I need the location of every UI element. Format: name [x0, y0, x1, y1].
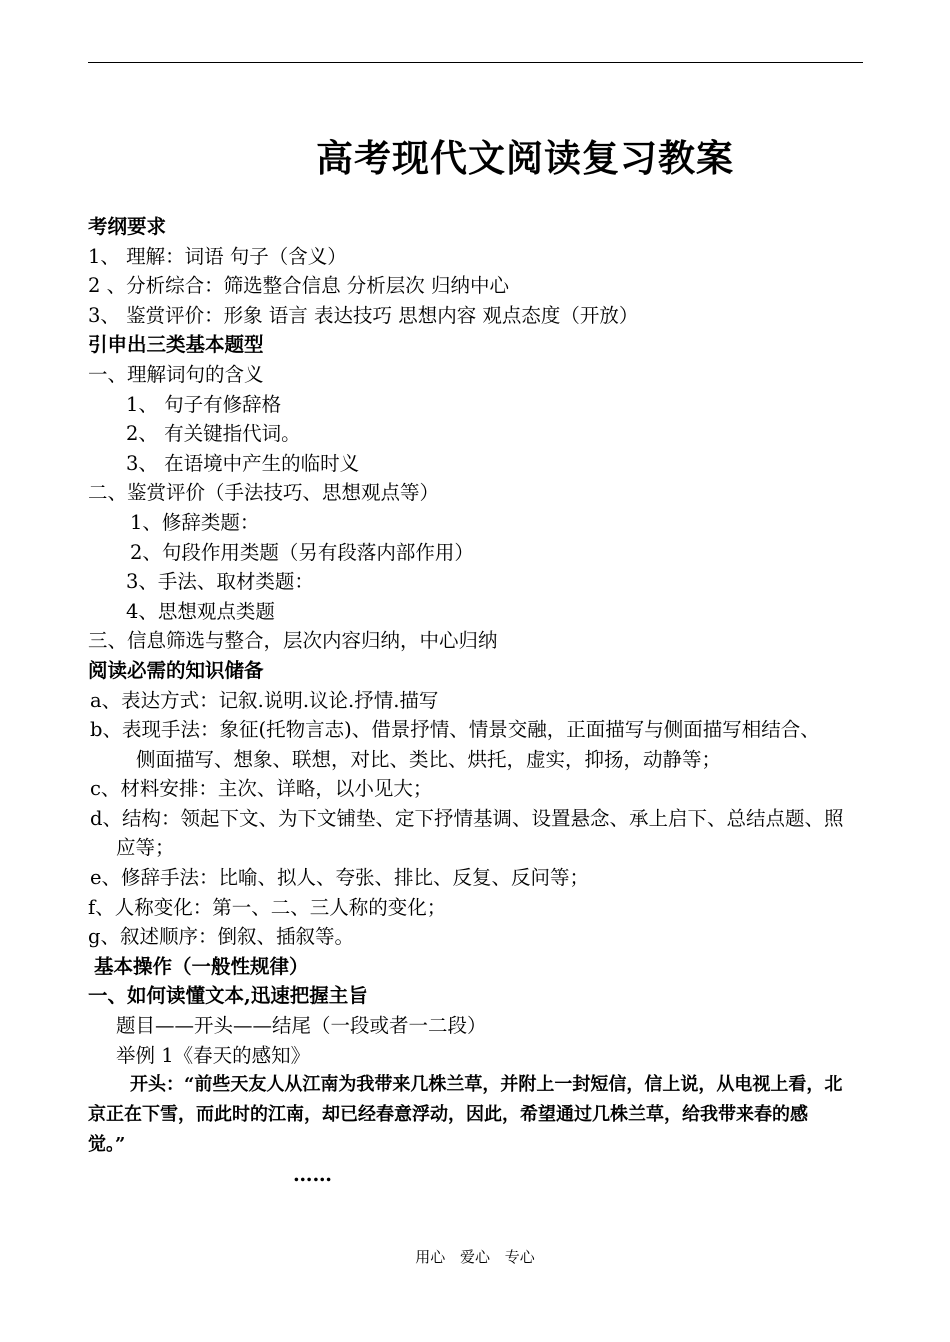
- list-item: 3、手法、取材类题：: [126, 570, 314, 594]
- group-heading: 三、信息筛选与整合，层次内容归纳，中心归纳: [88, 629, 498, 653]
- list-item: 1、修辞类题：: [130, 510, 260, 534]
- section-heading-operations: 基本操作（一般性规律）: [94, 954, 309, 978]
- list-item-continuation: 侧面描写、想象、联想，对比、类比、烘托，虚实，抑扬，动静等；: [136, 747, 722, 771]
- ellipsis: ……: [293, 1163, 332, 1187]
- list-item-continuation: 应等；: [116, 836, 175, 860]
- list-item: 1、 句子有修辞格: [126, 392, 282, 416]
- quote-line: 觉。”: [88, 1134, 126, 1156]
- document-body: [88, 212, 868, 1190]
- text-line: 题目——开头——结尾（一段或者一二段）: [116, 1014, 487, 1038]
- list-item: g、叙述顺序：倒叙、插叙等。: [88, 925, 354, 949]
- group-heading: 二、鉴赏评价（手法技巧、思想观点等）: [88, 481, 440, 505]
- list-item: 2、 有关键指代词。: [126, 422, 301, 446]
- list-item: b、表现手法：象征(托物言志)、借景抒情、情景交融，正面描写与侧面描写相结合、: [90, 718, 820, 742]
- list-item: d、结构：领起下文、为下文铺垫、定下抒情基调、设置悬念、承上启下、总结点题、照: [90, 806, 844, 830]
- text-line: 举例 1《春天的感知》: [116, 1043, 311, 1067]
- list-item: 2、句段作用类题（另有段落内部作用）: [130, 540, 474, 564]
- quote-block: [88, 1070, 863, 1160]
- subsection-heading: 一、如何读懂文本,迅速把握主旨: [88, 984, 368, 1008]
- list-item: 3、 鉴赏评价：形象 语言 表达技巧 思想内容 观点态度（开放）: [88, 303, 639, 327]
- list-item: e、修辞手法：比喻、拟人、夸张、排比、反复、反问等；: [90, 866, 590, 890]
- list-item: a、表达方式：记叙.说明.议论.抒情.描写: [90, 688, 439, 712]
- section-heading-question-types: 引申出三类基本题型: [88, 333, 264, 357]
- list-item: 3、 在语境中产生的临时义: [126, 451, 360, 475]
- quote-line: 京正在下雪，而此时的江南，却已经春意浮动，因此，希望通过几株兰草，给我带来春的感: [88, 1104, 808, 1126]
- quote-line: 开头：“前些天友人从江南为我带来几株兰草，并附上一封短信，信上说，从电视上看，北: [130, 1074, 843, 1096]
- page-title: 高考现代文阅读复习教案: [316, 136, 734, 180]
- section-heading-knowledge: 阅读必需的知识储备: [88, 658, 264, 682]
- section-heading-syllabus: 考纲要求: [88, 215, 167, 238]
- list-item: 2 、分析综合：筛选整合信息 分析层次 归纳中心: [88, 274, 510, 298]
- list-item: c、材料安排：主次、详略，以小见大；: [90, 777, 433, 801]
- group-heading: 一、理解词句的含义: [88, 362, 264, 386]
- header-rule: [88, 62, 863, 63]
- list-item: 4、思想观点类题: [126, 599, 275, 623]
- list-item: f、人称变化：第一、二、三人称的变化；: [88, 895, 447, 919]
- list-item: 1、 理解：词语 句子（含义）: [88, 244, 347, 268]
- page-footer: 用心 爱心 专心: [415, 1248, 535, 1266]
